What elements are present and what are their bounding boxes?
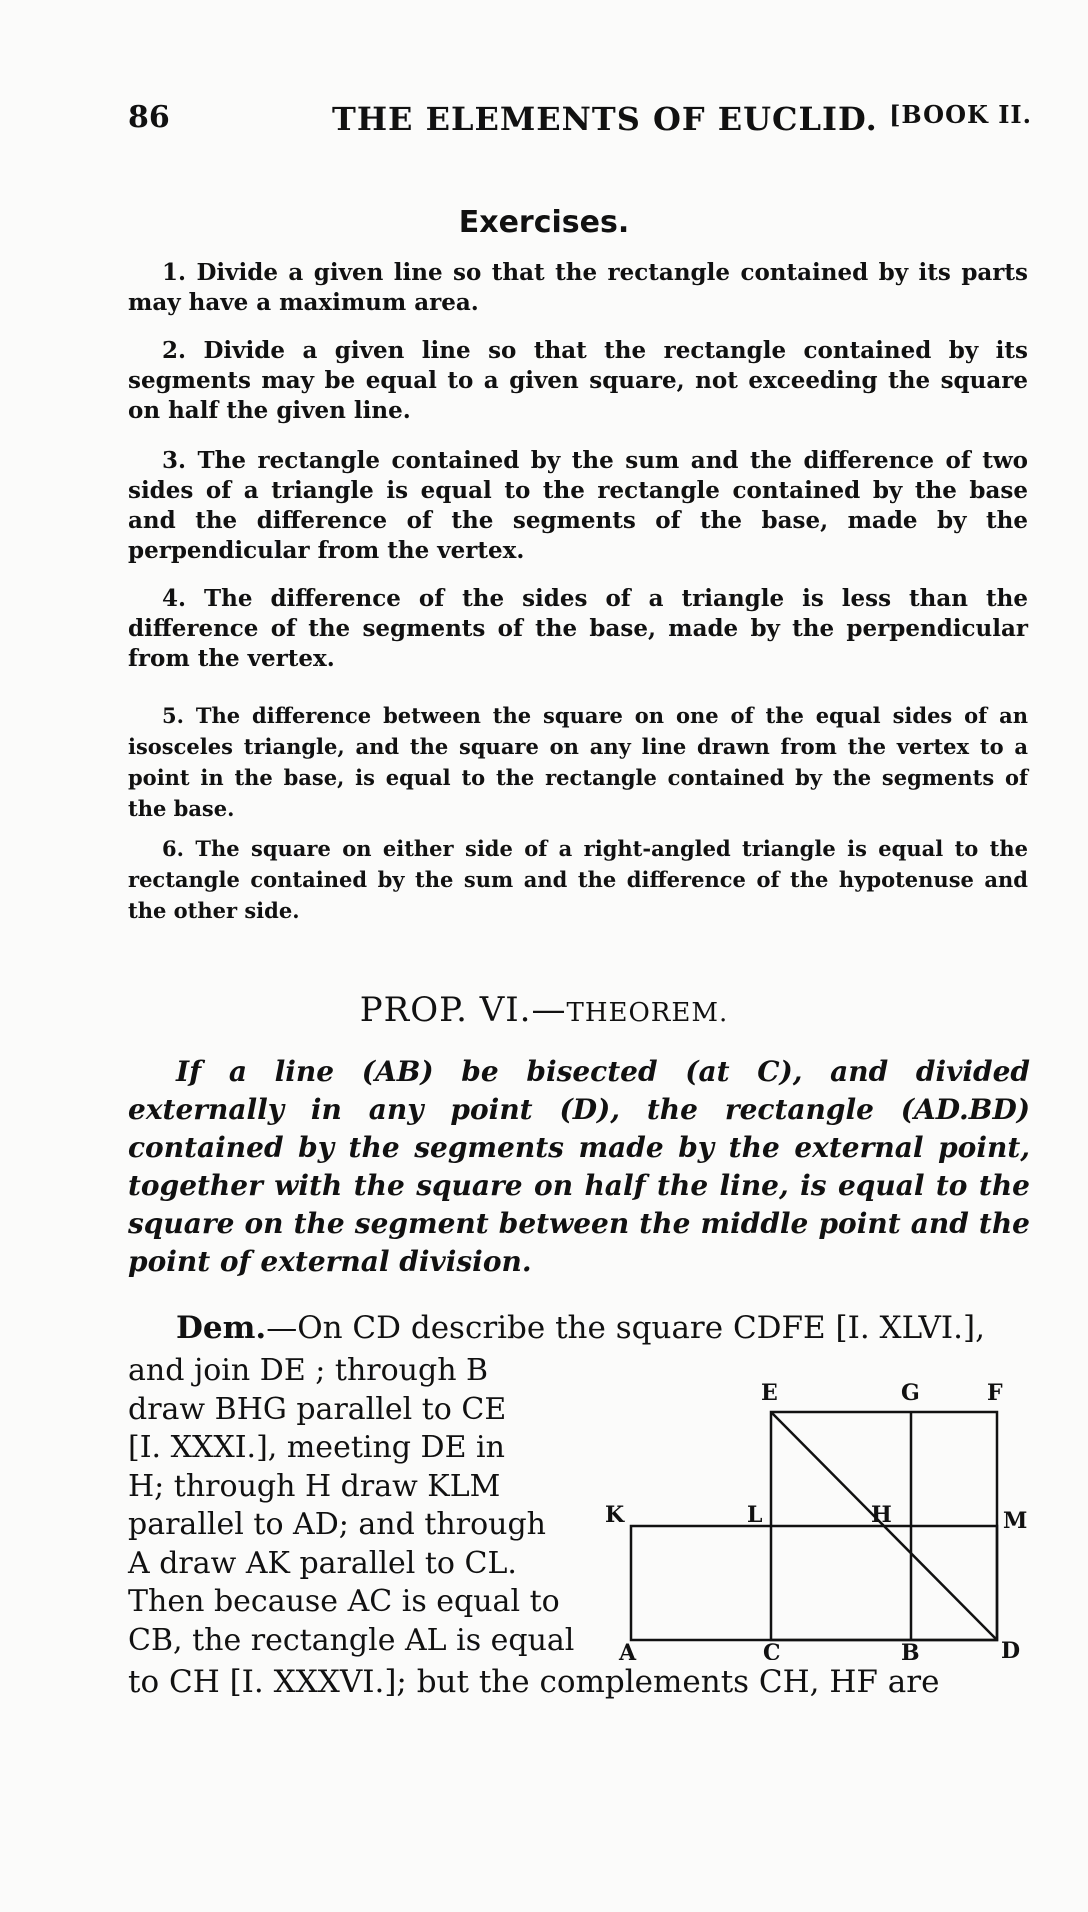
- exercise-item: [128, 700, 1028, 824]
- exercise-item: [128, 833, 1028, 926]
- label-a: A: [619, 1640, 637, 1660]
- exercise-text: The difference of the sides of a triangle is less than the difference of the segments of the base, made by the perpendicular from the vertex.: [128, 585, 1028, 672]
- exercise-text: Divide a given line so that the rectangle contained by its segments may be equal to a given square, not exceeding the square on half the given line.: [128, 337, 1028, 424]
- exercise-number: 1.: [162, 259, 187, 286]
- label-c: C: [763, 1640, 781, 1660]
- exercise-text: Divide a given line so that the rectangle contained by its parts may have a maximum area.: [128, 259, 1028, 316]
- exercise-item: [128, 258, 1028, 318]
- exercise-item: [128, 584, 1028, 674]
- exercise-text: The difference between the square on one of the equal sides of an isosceles triangle, and the square on any line drawn from the vertex to a point in the base, is equal to the rectangle contained by the segments of the base.: [128, 703, 1029, 821]
- exercise-number: 4.: [162, 585, 187, 612]
- proposition-heading: [0, 990, 1088, 1030]
- demonstration-line: draw BHG parallel to CE: [128, 1391, 507, 1427]
- label-k: K: [605, 1502, 625, 1528]
- demonstration-line: [I. XXXI.], meeting DE in: [128, 1430, 505, 1465]
- exercise-item: [128, 446, 1028, 566]
- theorem-enunciation: If a line (AB) be bisected (at C), and divided externally in any point (D), the rectangle (AD.BD) contained by the segments made by the external point, together with the square on half the line, is equal to the square on the segment between the middle point and the point of external division.: [128, 1055, 1030, 1278]
- label-l: L: [747, 1502, 763, 1528]
- running-title: THE ELEMENTS OF EUCLID.: [332, 100, 878, 138]
- demonstration-last-line: to CH [I. XXXVI.]; but the complements CH, HF are: [128, 1664, 940, 1700]
- exercise-text: The rectangle contained by the sum and the difference of two sides of a triangle is equal to the rectangle contained by the base and the difference of the segments of the base, made by the perpendicular from the vertex.: [128, 447, 1028, 564]
- exercise-number: 3.: [162, 447, 187, 474]
- exercise-number: 6.: [162, 836, 184, 861]
- demonstration-column: [128, 1352, 598, 1660]
- page-header: [128, 100, 1040, 144]
- demonstration-lead: Dem.: [176, 1310, 267, 1346]
- proposition-type: THEOREM.: [566, 998, 729, 1028]
- exercise-number: 2.: [162, 337, 187, 364]
- page-number: 86: [128, 100, 170, 135]
- demonstration-line: H; through H draw KLM: [128, 1468, 501, 1504]
- label-e: E: [761, 1380, 778, 1406]
- demonstration-text: —On CD describe the square CDFE [I. XLVI.],: [266, 1310, 985, 1346]
- book-label: [BOOK II.: [889, 100, 1032, 129]
- label-g: G: [901, 1380, 920, 1406]
- label-h: H: [871, 1502, 892, 1528]
- demonstration-line: Then because AC is equal to: [128, 1584, 560, 1619]
- geometry-diagram: [605, 1362, 1045, 1660]
- exercises-heading: Exercises.: [458, 205, 630, 240]
- exercise-item: [128, 336, 1028, 426]
- demonstration-line: A draw AK parallel to CL.: [128, 1545, 517, 1581]
- proposition-title: PROP. VI.—: [359, 990, 567, 1030]
- label-f: F: [987, 1380, 1003, 1406]
- demonstration-line: and join DE ; through B: [128, 1353, 489, 1388]
- demonstration-line: parallel to AD; and through: [128, 1507, 546, 1542]
- demonstration-line: CB, the rectangle AL is equal: [128, 1622, 575, 1658]
- label-m: M: [1003, 1508, 1028, 1534]
- demonstration-first-line: [176, 1310, 1036, 1346]
- exercise-number: 5.: [162, 703, 184, 728]
- label-b: B: [901, 1640, 920, 1660]
- label-d: D: [1001, 1638, 1021, 1660]
- exercise-text: The square on either side of a right-angled triangle is equal to the rectangle contained by the sum and the difference of the hypotenuse and the other side.: [128, 836, 1029, 923]
